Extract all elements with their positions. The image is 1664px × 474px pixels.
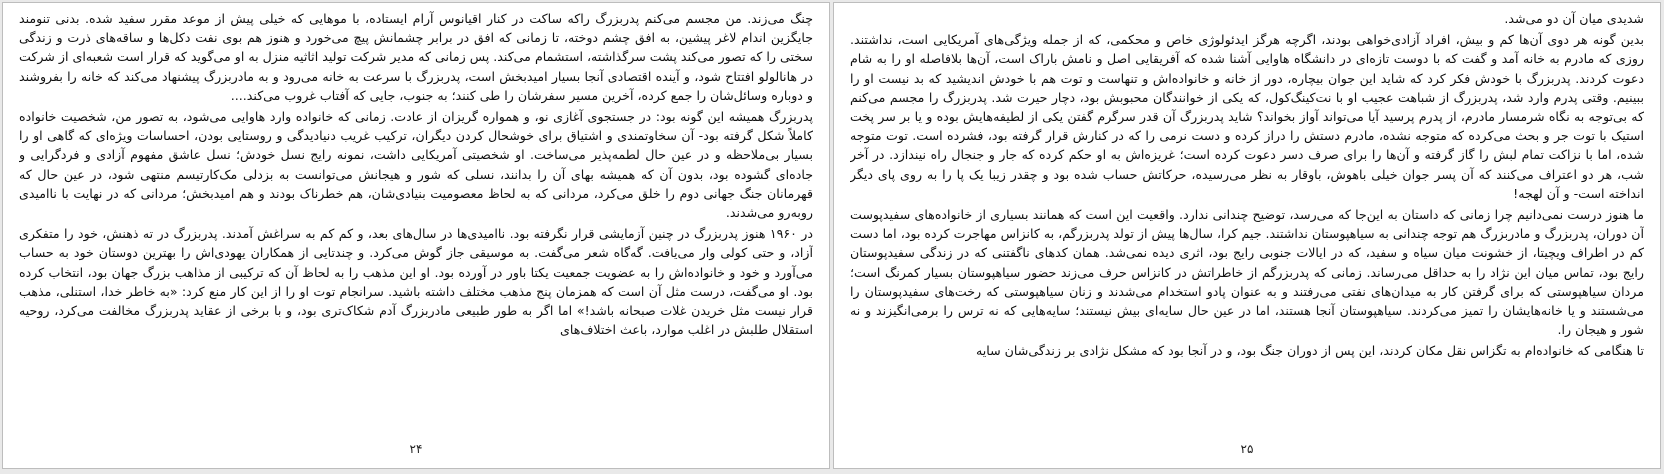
paragraph: شدیدی میان آن دو می‌شد. bbox=[1504, 11, 1644, 26]
paragraph: پدربزرگ همیشه این گونه بود: در جستجوی آغازی نو، و همواره گریزان از عادت. زمانی که خانواده وارد هاوایی می‌شود، به تصور من، شخصیت خانواده کاملاً شکل گرفته بود- آن سخاوتمندی و اشتیاق برای خوشحال کردن دیگران، ترکیب غریب دنیادیدگی و روستایی بودن، احساسات ویژه‌ای که گاهی او را بسیار بی‌ملاحظه و در عین حال لطمه‌پذیر می‌ساخت. او شخصیتی آمریکایی داشت، نمونه رایج نسل خودش؛ نسل عاشق مفهوم آزادی و فردگرایی و جاده‌ای گشوده بود، بدون آن که همیشه بهای آن را بدانند، نسلی که شور و هیجانش می‌توانست به بزدلی مک‌کارتیسم منتهی شود، در عین حال که قهرمانان جنگ جهانی دوم را خلق می‌کرد، مردانی که به لحاظ معصومیت بنیادی‌شان، هم خطرناک بودند و هم امیدبخش؛ مردانی که در نهایت با ناامیدی روبه‌رو می‌شدند. bbox=[19, 109, 813, 221]
paragraph: ما هنوز درست نمی‌دانیم چرا زمانی که داستان به این‌جا که می‌رسد، توضیح چندانی ندارد. واقعیت این است که همانند بسیاری از خانواده‌های سفیدپوست آن دوران، پدربزرگ و مادربزرگ هم توجه چندانی به سیاهپوستان نداشتند. جیم کرا، سال‌ها پیش از تولد پدربزرگم، به کانزاس مهاجرت کرده بود، اما دست کم در اطراف ویچیتا، از خشونت میان سیاه و سفید، که در ایالات جنوبی رایج بود، اثری دیده نمی‌شد. همان کدهای ناگفتنی که در زندگی سفیدپوستان رایج بود، تماس میان این نژاد را به حداقل می‌رساند. زمانی که پدربزرگم از خاطراتش در کانزاس حرف می‌زند حضور سیاهپوستان بسیار کمرنگ است؛ مردان سیاهپوستی که برای گرفتن کار به میدان‌های نفتی می‌رفتند و به عنوان پادو استخدام می‌شدند و زنان سیاهپوستی که رخت‌های سفیدپوستان را می‌شستند و یا خانه‌هایشان را تمیز می‌کردند. سیاهپوستان آنجا هستند، اما در عین حال سایه‌ای بیش نیستند؛ سایه‌هایی که نه ترس را برمی‌انگیزند و نه شور و هیجان را. bbox=[850, 207, 1644, 338]
paragraph: در ۱۹۶۰ هنوز پدربزرگ در چنین آزمایشی قرار نگرفته بود. ناامیدی‌ها در سال‌های بعد، و کم کم به سراغش آمدند. پدربزرگ در ته ذهنش، خود را متفکری آزاد، و حتی کولی وار می‌یافت. گه‌گاه شعر می‌گفت. به موسیقی جاز گوش می‌کرد. و چندتایی از همکاران یهودی‌اش را بهترین دوستان خود به حساب می‌آورد و خود و خانواده‌اش را به عضویت جمعیت یکتا باور در آورده بود. او این مذهب را به لحاظ آن که ترکیبی از مذاهب بزرگ جهان بود، انتخاب کرده بود. او می‌گفت، درست مثل آن است که همزمان پنج مذهب مختلف داشته باشید. سرانجام توت او را از این کار منع کرد: «به خاطر خدا، استنلی، مذهب قرار نیست مثل خریدن غلات صبحانه باشد!» اما اگر به طور طبیعی مادربزرگ آدم شکاک‌تری بود، و با برخی از عقاید پدربزرگ مخالفت می‌کرد، روحیه استقلال طلبش در اغلب موارد، باعث اختلاف‌های bbox=[19, 226, 813, 338]
left-page bbox=[2, 2, 830, 469]
right-page bbox=[833, 2, 1661, 469]
paragraph: بدین گونه هر دوی آن‌ها کم و بیش، افراد آزادی‌خواهی بودند، اگرچه هرگز ایدئولوژی خاص و محکمی، که از جمله ویژگی‌های آمریکایی است، نداشتند. روزی که مادرم به خانه آمد و گفت که با دوست تازه‌ای در دانشگاه هاوایی آشنا شده که آفریقایی اصل و نامش باراک است، آن‌ها بلافاصله او را به شام دعوت کردند. پدربزرگ با خودش فکر کرد که شاید این جوان بیچاره، دور از خانه و خانواده‌اش و تنهاست و توت هم با خودش اندیشید که بد نیست او را ببینیم. وقتی پدرم وارد شد، پدربزرگ از شباهت عجیب او با نت‌کینگ‌کول، که یکی از خوانندگان محبوبش بود، دچار حیرت شد. پدربزرگ را مجسم می‌کنم که بی‌توجه به نگاه شرمسار مادرم، از پدرم پرسید آیا می‌تواند آواز بخواند؟ شاید پدربزرگ آن قدر سرگرم گفتن یکی از لطیفه‌هایش بوده و یا بر سر پخت استیک با توت جر و بحث می‌کرده که متوجه نشده، مادرم دستش را دراز کرده و دست نرمی را که در کنارش قرار گرفته بود، فشرده است. توت متوجه شده، اما با نزاکت تمام لبش را گاز گرفته و آن‌ها را برای صرف دسر دعوت کرده است؛ غریزه‌اش به او حکم کرده که جار و جنجال راه نیندازد. در آخر شب، هر دو اعتراف می‌کنند که آن پسر جوان خیلی باهوش، باوقار به نظر می‌رسیده، حرکاتش حساب شده بود و چقدر زیبا یک پا را به روی پای دیگر انداخته است- و آن لهجه! bbox=[850, 32, 1644, 201]
paragraph: چنگ می‌زند. من مجسم می‌کنم پدربزرگ راکه ساکت در کنار اقیانوس آرام ایستاده، با موهایی که خیلی پیش از موعد مقرر سفید شده. بدنی تنومند جایگزین اندام لاغر پیشین، به افق چشم دوخته، تا زمانی که افق در برابر چشمانش پیچ می‌خورد و هنوز هم بوی نفت دکل‌ها و ساقه‌های ذرت و زندگی سختی را که تصور می‌کند پشت سرگذاشته، استشمام می‌کند. پس زمانی که مدیر شرکت تولید اثاثیه منزل به او می‌گوید که قرار است شعبه‌ای از شرکت در هانالولو افتتاح شود، و آینده اقتصادی آنجا بسیار امیدبخش است، پدربزرگ با سرعت به خانه می‌رود و به مادربزرگ پیشنهاد می‌کند که خانه را بفروشند و دوباره وسائل‌شان را جمع کرده، آخرین مسیر سفرشان را طی کنند؛ به جنوب، جایی که آفتاب غروب می‌کند.... bbox=[19, 11, 813, 103]
page-number: ۲۴ bbox=[409, 442, 423, 456]
paragraph: تا هنگامی که خانواده‌ام به تگزاس نقل مکان کردند، این پس از دوران جنگ بود، و در آنجا بود که مشکل نژادی بر زندگی‌شان سایه bbox=[976, 343, 1644, 359]
page-number: ۲۵ bbox=[1240, 442, 1254, 456]
right-page-body bbox=[850, 9, 1644, 429]
left-page-body bbox=[19, 9, 813, 429]
